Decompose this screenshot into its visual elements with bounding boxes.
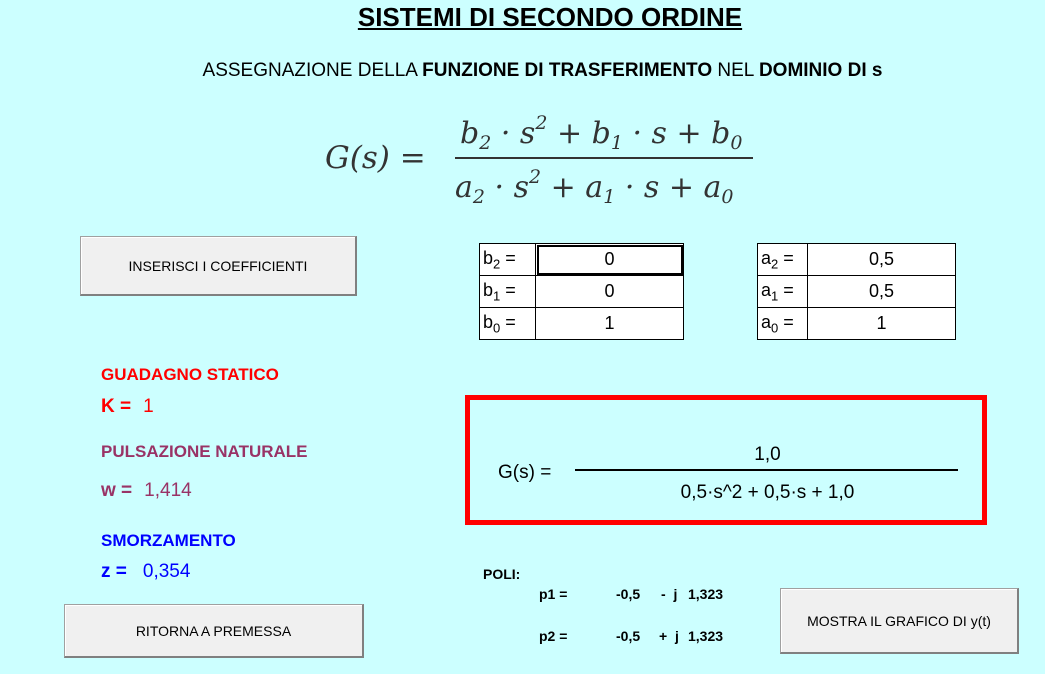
static-gain-label: K = [101,396,132,417]
table-row [480,244,684,276]
pole1-label: p1 = [539,586,568,602]
damping-value: 0,354 [142,561,191,582]
formula-den-exp: 2 [529,166,542,188]
formula-num-b2: b [460,116,480,151]
page-subtitle [0,60,1045,82]
pole1-sign: - j [661,586,678,602]
coef-a1-cell[interactable]: 0,5 [808,276,956,308]
pole1-real: -0,5 [616,586,641,602]
coef-label: $a_2$ = [758,244,808,276]
pole2-imag: 1,323 [688,628,724,644]
pole2-real: -0,5 [616,628,641,644]
table-row [758,276,956,308]
poles-heading: POLI: [483,566,521,582]
formula-num-sub: 2 [479,132,492,154]
pole1-imag: 1,323 [688,586,724,602]
static-gain-value: 1 [143,396,154,417]
damping-heading: SMORZAMENTO [101,531,236,550]
static-gain-value-row [101,396,154,418]
formula-numerator [460,112,742,154]
natural-pulsation-value-row [101,480,192,502]
coef-a2-cell[interactable]: 0,5 [808,244,956,276]
tf-numerator: 1,0 [754,444,781,465]
subtitle-bold-2: DOMINIO DI s [758,60,883,81]
formula-num-s: · s [491,116,536,151]
pole2-sign: + j [659,628,679,644]
formula-den-a0: · s + a [615,170,722,205]
damping-label: z = [101,561,127,582]
formula-num-sub: 1 [610,132,623,154]
formula-den-s: · s [484,170,529,205]
coef-label: $b_0$ = [480,308,536,340]
coef-a0-cell[interactable]: 1 [808,308,956,340]
formula-den-a1: + a [541,170,604,205]
back-to-introduction-button[interactable]: RITORNA A PREMESSA [64,604,364,658]
coef-b1-cell[interactable]: 0 [536,276,684,308]
coef-b2-cell[interactable]: 0 [536,244,684,276]
table-row [758,308,956,340]
pole2-label: p2 = [539,628,568,644]
formula-num-b1: + b [547,116,611,151]
formula-num-sub: 0 [730,132,743,154]
damping-value-row [101,561,190,583]
coef-label: $b_2$ = [480,244,536,276]
table-row [758,244,956,276]
formula-num-b0: · s + b [622,116,731,151]
subtitle-text-1: ASSEGNAZIONE DELLA [202,60,423,81]
tf-fraction-bar [575,469,958,471]
coef-label: $b_1$ = [480,276,536,308]
formula-lhs: G(s) = [325,140,426,176]
show-graph-button[interactable]: MOSTRA IL GRAFICO DI y(t) [780,588,1019,654]
formula-den-a2: a [455,170,473,205]
page-title: SISTEMI DI SECONDO ORDINE [357,2,743,32]
natural-pulsation-label: w = [101,480,133,501]
formula-fraction-bar [455,157,753,159]
transfer-function-box [465,395,987,525]
formula-den-sub: 0 [721,186,734,208]
subtitle-bold-1: FUNZIONE DI TRASFERIMENTO [422,60,713,81]
table-row [480,276,684,308]
natural-pulsation-heading: PULSAZIONE NATURALE [101,442,308,461]
numerator-coefficients-table [479,243,684,340]
formula-den-sub: 1 [603,186,616,208]
formula-num-exp: 2 [535,112,548,134]
transfer-function-formula [325,110,765,210]
tf-lhs: G(s) = [498,462,552,483]
tf-denominator: 0,5·s^2 + 0,5·s + 1,0 [680,482,855,503]
coef-label: $a_1$ = [758,276,808,308]
formula-denominator [455,166,734,208]
coef-b0-cell[interactable]: 1 [536,308,684,340]
insert-coefficients-button[interactable]: INSERISCI I COEFFICIENTI [80,236,357,296]
coef-label: $a_0$ = [758,308,808,340]
subtitle-text-2: NEL [712,60,759,81]
formula-den-sub: 2 [472,186,485,208]
table-row [480,308,684,340]
static-gain-heading: GUADAGNO STATICO [101,365,279,384]
denominator-coefficients-table [757,243,956,340]
natural-pulsation-value: 1,414 [144,480,192,501]
